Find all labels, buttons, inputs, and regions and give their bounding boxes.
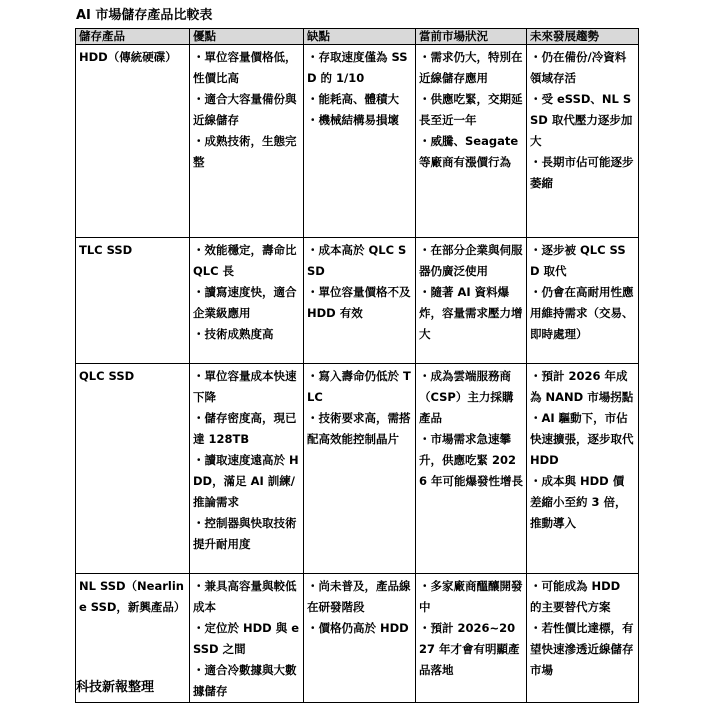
bullet-text: ・預計 2026 年成為 NAND 市場拐點 (530, 369, 634, 404)
bullet-text: ・市場需求急速攀升，供應吃緊 2026 年可能爆發性增長 (419, 432, 524, 488)
bullet-text: ・供應吃緊，交期延長至近一年 (419, 92, 523, 127)
future-cell (527, 574, 639, 703)
bullet-text: ・機械結構易損壞 (307, 113, 399, 127)
product-name-cell: HDD（傳統硬碟） (76, 45, 190, 238)
bullet-text: ・寫入壽命仍低於 TLC (307, 369, 411, 404)
table-row (76, 238, 639, 364)
bullet-text: ・成本高於 QLC SSD (307, 243, 407, 278)
product-name-cell: TLC SSD (76, 238, 190, 364)
header-cell: 優點 (190, 29, 304, 45)
product-name-cell: NL SSD（Nearline SSD，新興產品） (76, 574, 190, 703)
source-note: 科技新報整理 (76, 680, 155, 695)
bullet-text: ・可能成為 HDD 的主要替代方案 (530, 579, 621, 614)
bullet-text: ・若性價比達標，有望快速滲透近線儲存市場 (530, 621, 634, 677)
table-row (76, 364, 639, 574)
bullet-text: ・控制器與快取技術提升耐用度 (193, 516, 297, 551)
table-title: AI 市場儲存產品比較表 (76, 8, 213, 23)
bullet-text: ・AI 驅動下，市佔快速擴張，逐步取代 HDD (530, 411, 634, 467)
cons-cell (304, 364, 416, 574)
bullet-text: ・單位容量成本快速下降 (193, 369, 297, 404)
bullet-text: ・效能穩定，壽命比 QLC 長 (193, 243, 297, 278)
comparison-table (75, 28, 639, 703)
header-cell: 當前市場狀況 (416, 29, 527, 45)
bullet-text: ・讀取速度遠高於 HDD，滿足 AI 訓練/推論需求 (193, 453, 299, 509)
bullet-text: ・成熟技術，生態完整 (193, 134, 297, 169)
bullet-text: ・威騰、Seagate 等廠商有漲價行為 (419, 134, 519, 169)
bullet-text: ・適合大容量備份與近線儲存 (193, 92, 297, 127)
bullet-text: ・成為雲端服務商（CSP）主力採購產品 (419, 369, 514, 425)
future-cell (527, 238, 639, 364)
bullet-text: ・仍在備份/冷資料領域存活 (530, 50, 627, 85)
bullet-text: ・定位於 HDD 與 eSSD 之間 (193, 621, 300, 656)
table-row (76, 45, 639, 238)
bullet-text: ・需求仍大，特別在近線儲存應用 (419, 50, 523, 85)
pros-cell (190, 238, 304, 364)
market-cell (416, 364, 527, 574)
pros-cell (190, 45, 304, 238)
header-cell: 儲存產品 (76, 29, 190, 45)
bullet-text: ・價格仍高於 HDD (307, 621, 409, 635)
bullet-text: ・預計 2026~2027 年才會有明顯產品落地 (419, 621, 520, 677)
bullet-text: ・隨著 AI 資料爆炸，容量需求壓力增大 (419, 285, 523, 341)
pros-cell (190, 364, 304, 574)
bullet-text: ・單位容量價格低，性價比高 (193, 50, 297, 85)
bullet-text: ・仍會在高耐用性應用維持需求（交易、即時處理） (530, 285, 634, 341)
bullet-text: ・兼具高容量與較低成本 (193, 579, 297, 614)
bullet-text: ・技術要求高，需搭配高效能控制晶片 (307, 411, 411, 446)
cons-cell (304, 574, 416, 703)
market-cell (416, 238, 527, 364)
header-cell: 缺點 (304, 29, 416, 45)
bullet-text: ・在部分企業與伺服器仍廣泛使用 (419, 243, 523, 278)
bullet-text: ・讀寫速度快，適合企業級應用 (193, 285, 297, 320)
cons-cell (304, 238, 416, 364)
bullet-text: ・適合冷數據與大數據儲存 (193, 663, 297, 698)
bullet-text: ・成本與 HDD 價差縮小至約 3 倍，推動導入 (530, 474, 627, 530)
bullet-text: ・技術成熟度高 (193, 327, 274, 341)
bullet-text: ・能耗高、體積大 (307, 92, 399, 106)
header-cell: 未來發展趨勢 (527, 29, 639, 45)
bullet-text: ・單位容量價格不及 HDD 有效 (307, 285, 411, 320)
future-cell (527, 364, 639, 574)
table-row (76, 574, 639, 703)
product-name-cell: QLC SSD (76, 364, 190, 574)
bullet-text: ・尚未普及，產品線在研發階段 (307, 579, 411, 614)
market-cell (416, 45, 527, 238)
future-cell (527, 45, 639, 238)
cons-cell (304, 45, 416, 238)
bullet-text: ・長期市佔可能逐步萎縮 (530, 155, 634, 190)
bullet-text: ・儲存密度高，現已達 128TB (193, 411, 297, 446)
bullet-text: ・存取速度僅為 SSD 的 1/10 (307, 50, 408, 85)
bullet-text: ・受 eSSD、NL SSD 取代壓力逐步加大 (530, 92, 633, 148)
header-row (76, 29, 639, 45)
bullet-text: ・逐步被 QLC SSD 取代 (530, 243, 626, 278)
market-cell (416, 574, 527, 703)
pros-cell (190, 574, 304, 703)
bullet-text: ・多家廠商醞釀開發中 (419, 579, 523, 614)
